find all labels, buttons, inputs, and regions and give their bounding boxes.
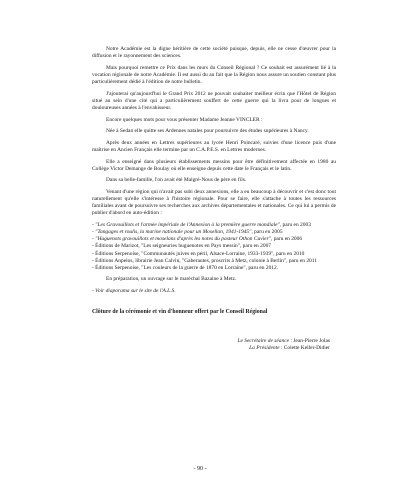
publication-detail: Éditions Anpelos, librairie Jean Calvin, "Gaberautes, proscrits à Metz, colonie à Berlin", paru en 2011: [95, 257, 318, 264]
publication-title: "Tangages et roulis, la marine nationale pour un Mosellan, 1941-1945": [95, 229, 252, 236]
publication-detail: , paru en 2005: [251, 229, 283, 236]
publication-list: [92, 222, 336, 272]
publication-detail: Éditions Serpenoise, "Communautés juives en péril, Alsace-Lorraine, 1933-1939", paru en 2010: [95, 250, 305, 257]
publication-item: - Éditions Serpenoise, "Communautés juives en péril, Alsace-Lorraine, 1933-1939", paru en 2010: [92, 250, 305, 257]
publication-title: "Huguenots gravouillots et moselans d'après les notes du pasteur Othon Cuvier": [95, 236, 271, 243]
paragraph-conseil-regional: Mais pourquoi remettre ce Prix dans les murs du Conseil Régional ? Ce souhait est assurément lié à la vocation régionale de notre Académie. Il est aussi du au fait que la Région nous assure un soutien constant plus particulièrement dédié à l'édition de notre bulletin.: [92, 64, 336, 85]
paragraph-academy: Notre Académie est la digne héritière de cette société puisque, depuis, elle ne cesse d'œuvrer pour la diffusion et le rayonnement des sciences.: [92, 46, 336, 60]
publication-detail: Éditions de Marizot, "Les seigneuries huguenotes en Pays messin", paru en 2007: [95, 243, 272, 250]
paragraph-presentation: Encore quelques mots pour vous présenter Madame Jeanne VINCLER :: [106, 116, 263, 123]
signature-name: : Jean-Pierre Jolas: [289, 338, 330, 345]
publication-item: - "Huguenots gravouillots et moselans d'après les notes du pasteur Othon Cuvier", paru en 2006: [92, 236, 303, 243]
publication-detail: Éditions Serpenoise, "Les couleurs de la guerre de 1870 en Lorraine", paru en 2012.: [95, 264, 279, 271]
publication-detail: , paru en 2006: [270, 236, 303, 243]
signature-role: Le Secrétaire de séance: [237, 338, 290, 345]
signature-president: [92, 345, 336, 352]
publication-item: - Éditions Serpenoise, "Les couleurs de la guerre de 1870 en Lorraine", paru en 2012.: [92, 264, 279, 271]
body-text: [92, 46, 336, 218]
paragraph-born-sedan: Née à Sedan elle quitte ses Ardennes natales pour poursuivre des études supérieures à Nancy.: [106, 128, 309, 135]
source-note: - Voir diaporama sur le site de l'A.L.S.: [92, 288, 176, 295]
signature-role: La Présidente: [249, 345, 280, 352]
signature-secretary: [92, 338, 336, 345]
publication-item: - Éditions Anpelos, librairie Jean Calvin, "Gaberautes, proscrits à Metz, colonie à Berlin", paru en 2011: [92, 257, 318, 264]
paragraph-family: Dans sa belle-famille, l'on avait été Malgré-Nous de père en fils.: [106, 177, 247, 184]
publication-item: - Éditions de Marizot, "Les seigneuries huguenotes en Pays messin", paru en 2007: [92, 243, 272, 250]
publication-item: - "Tangages et roulis, la marine nationale pour un Mosellan, 1941-1945", paru en 2005: [92, 229, 283, 236]
paragraph-studies: Après deux années en Lettres supérieures au lycée Henri Poincaré, suivies d'une licence puis d'une maîtrise en Ancien Français elle termine par un C.A.P.E.S. en Lettres modernes.: [92, 139, 336, 153]
paragraph-grand-prix: J'ajouterai qu'aujourd'hui le Grand Prix 2012 ne pouvait souhaiter meilleur écrin que l'Hôtel de Région situé au sein d'une cité qui a particulièrement souffert de cette guerre qui la livra pour de longues et douloureuses années à l'envahisseur.: [92, 90, 336, 111]
page-number: - 90 -: [193, 466, 207, 472]
paragraph-research: Venant d'une région qui n'avait pas subi deux annexions, elle a eu beaucoup à découvrir et c'est donc tout naturellement qu'elle s'intéresse à l'histoire régionale. Pour se faire, elle s'attache à toutes les ressources familiales avant de poursuivre ses recherches aux archives départementales et nationales. Ce qui lui a permis de publier d'abord en auto-édition :: [92, 189, 336, 217]
publication-detail: , paru en 2003: [279, 222, 311, 229]
publication-title: "Les Gravouillots et l'armée impériale de l'Annexion à la première guerre mondiale": [95, 222, 280, 229]
closing-title: Clôture de la cérémonie et vin d'honneur offert par le Conseil Régional: [92, 309, 268, 316]
publication-item: - "Les Gravouillots et l'armée impériale de l'Annexion à la première guerre mondiale", paru en 2003: [92, 222, 311, 229]
paragraph-teaching: Elle a enseigné dans plusieurs établissements messins pour être définitivement affectée en 1980 au Collège Victor Demange de Boulay où elle enseigne depuis cette date le Français et le latin.: [92, 158, 336, 172]
signature-name: : Colette Keller-Didier: [279, 345, 330, 352]
in-preparation-note: En préparation, un ouvrage sur le maréchal Bazaine à Metz.: [106, 276, 237, 283]
